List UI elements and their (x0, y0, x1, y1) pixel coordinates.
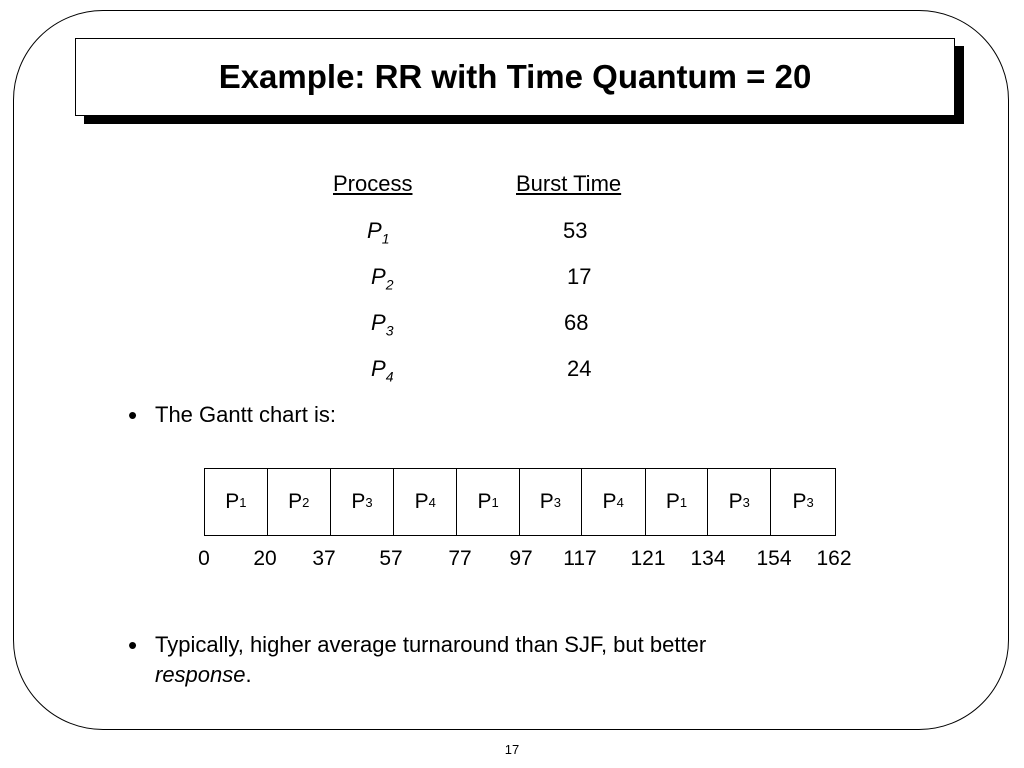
gantt-cell: P 3 (708, 469, 771, 535)
gantt-cell: P 1 (457, 469, 520, 535)
gantt-cell: P 1 (205, 469, 268, 535)
process-column-header: Process (333, 171, 413, 196)
gantt-cell: P 1 (646, 469, 709, 535)
gantt-tick-label: 37 (312, 547, 336, 570)
gantt-tick-label: 154 (756, 547, 792, 570)
bullet-dot: • (128, 400, 138, 430)
burst-time-row-2: 17 (567, 264, 592, 289)
process-name-row-1: $P_1$ (367, 218, 390, 247)
burst-time-column-header: Burst Time (516, 171, 622, 196)
gantt-cell: P 4 (582, 469, 646, 535)
process-name-row-2: $P_2$ (371, 264, 394, 293)
gantt-cell: P 3 (792, 490, 814, 513)
gantt-chart (204, 468, 836, 536)
bullet-text: The Gantt chart is: (155, 402, 336, 427)
emphasis-text: response (155, 662, 246, 687)
gantt-tick-label: 57 (379, 547, 403, 570)
gantt-tick-label: 77 (448, 547, 472, 570)
gantt-tick-label: 97 (509, 547, 533, 570)
gantt-cell: P 3 (520, 469, 582, 535)
burst-time-row-4: 24 (567, 356, 592, 381)
gantt-tick-label: 117 (563, 547, 597, 570)
process-name-row-4: $P_4$ (371, 356, 394, 385)
page-number: 17 (504, 742, 520, 757)
gantt-tick-label: 162 (816, 547, 852, 570)
bullet-text: Typically, higher average turnaround than SJF, but better response. (155, 632, 707, 687)
burst-time-row-3: 68 (564, 310, 589, 335)
gantt-cell: P 3 (331, 469, 395, 535)
gantt-cell: P 2 (268, 469, 331, 535)
gantt-tick-label: 134 (690, 547, 726, 570)
gantt-cell: P 4 (394, 469, 457, 535)
burst-time-row-1: 53 (563, 218, 588, 243)
gantt-tick-label: 0 (198, 547, 210, 570)
gantt-tick-label: 121 (630, 547, 666, 570)
bullet-dot: • (128, 630, 138, 660)
title-box (75, 38, 955, 116)
process-name-row-3: $P_3$ (371, 310, 394, 339)
slide-title: Example: RR with Time Quantum = 20 (218, 58, 812, 95)
gantt-tick-label: 20 (253, 547, 277, 570)
